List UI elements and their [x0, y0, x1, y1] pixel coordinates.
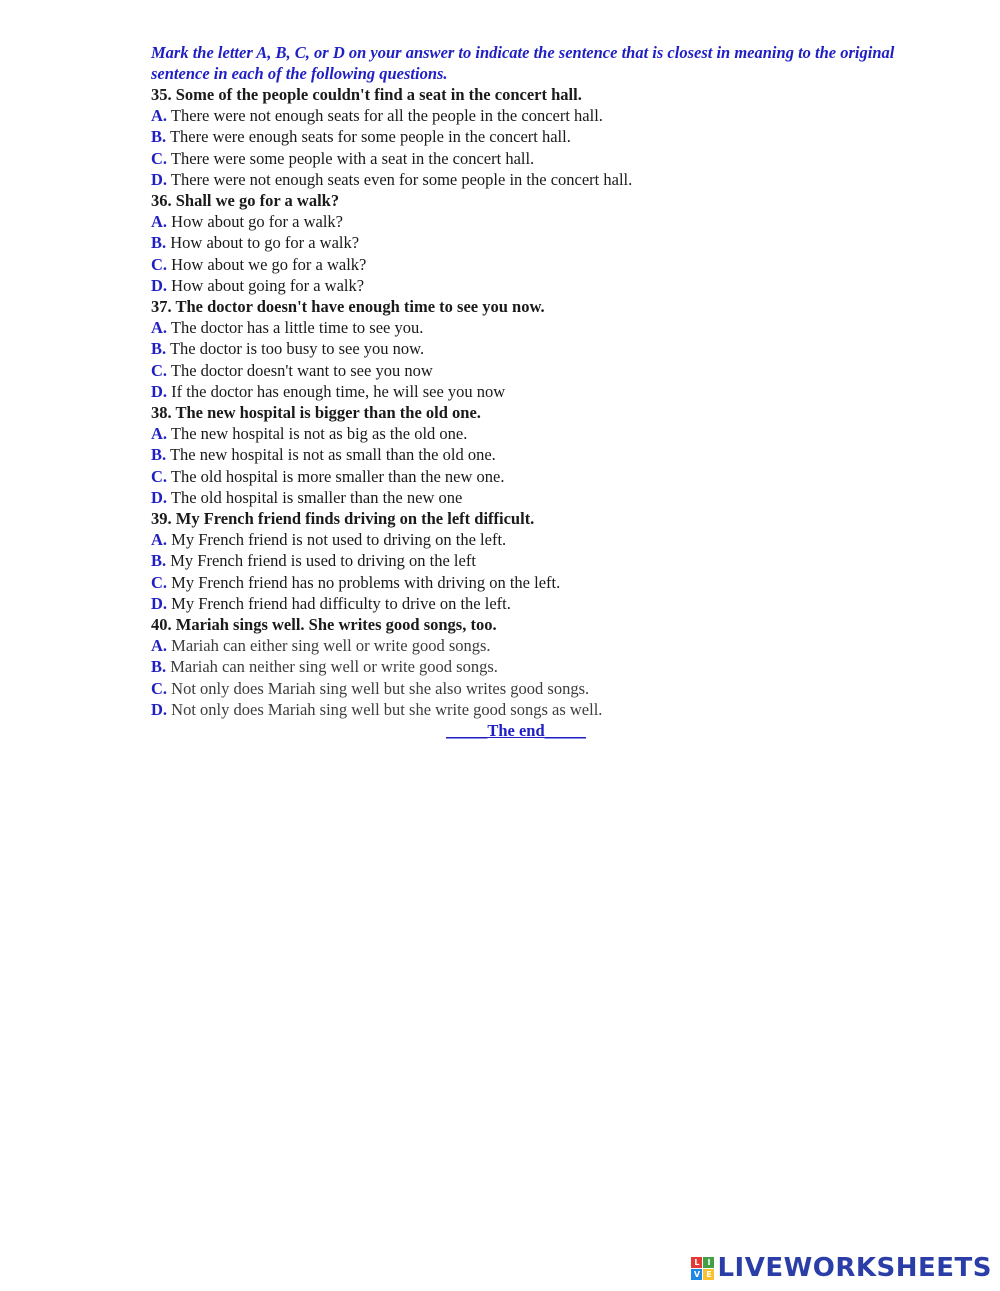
option-text: Mariah can neither sing well or write good songs. — [170, 657, 498, 677]
option-letter: C. — [151, 678, 168, 698]
option-text: How about we go for a walk? — [171, 254, 367, 274]
option-letter: A. — [151, 424, 168, 444]
option-letter: A. — [151, 530, 168, 550]
option-text: There were not enough seats even for some people in the concert hall. — [170, 169, 633, 189]
instructions: Mark the letter A, B, C, or D on your answer to indicate the sentence that is closest in meaning to the original sentence in each of the following questions. — [151, 43, 895, 83]
question-block — [151, 614, 921, 720]
answer-option[interactable] — [151, 656, 921, 677]
option-text: The old hospital is smaller than the new one — [170, 487, 463, 507]
answer-option[interactable] — [151, 423, 921, 444]
option-text: The new hospital is not as big as the old one. — [170, 424, 468, 444]
logo-mark-tile: I — [703, 1257, 714, 1268]
liveworksheets-logo-icon — [691, 1257, 714, 1280]
option-text: There were enough seats for some people in the concert hall. — [169, 127, 571, 147]
worksheet — [151, 42, 921, 742]
option-text: There were some people with a seat in the concert hall. — [170, 148, 535, 168]
option-text: If the doctor has enough time, he will see you now — [171, 381, 506, 401]
option-letter: A. — [151, 212, 168, 232]
question-block — [151, 508, 921, 614]
answer-option[interactable] — [151, 466, 921, 487]
question-block — [151, 190, 921, 296]
option-letter: D. — [151, 699, 168, 719]
answer-option[interactable] — [151, 381, 921, 402]
option-letter: C. — [151, 254, 168, 274]
option-text: How about going for a walk? — [171, 275, 365, 295]
answer-option[interactable] — [151, 529, 921, 550]
option-text: My French friend had difficulty to drive on the left. — [171, 593, 511, 613]
answer-option[interactable] — [151, 572, 921, 593]
option-letter: B. — [151, 233, 167, 253]
option-text: How about to go for a walk? — [170, 233, 360, 253]
question-title: 40. Mariah sings well. She writes good songs, too. — [151, 615, 497, 635]
option-letter: A. — [151, 636, 168, 656]
option-letter: C. — [151, 466, 168, 486]
option-letter: D. — [151, 593, 168, 613]
question-list — [151, 84, 921, 720]
option-text: There were not enough seats for all the people in the concert hall. — [170, 106, 603, 126]
question-block — [151, 402, 921, 508]
option-text: The old hospital is more smaller than the new one. — [170, 466, 505, 486]
option-letter: D. — [151, 381, 168, 401]
option-text: Not only does Mariah sing well but she write good songs as well. — [171, 699, 603, 719]
option-letter: D. — [151, 169, 168, 189]
answer-option[interactable] — [151, 593, 921, 614]
option-text: Mariah can either sing well or write good songs. — [171, 636, 491, 656]
option-letter: C. — [151, 148, 168, 168]
question-title: 35. Some of the people couldn't find a seat in the concert hall. — [151, 85, 582, 104]
option-text: My French friend is not used to driving on the left. — [171, 530, 507, 550]
option-text: Not only does Mariah sing well but she also writes good songs. — [171, 678, 590, 698]
answer-option[interactable] — [151, 232, 921, 253]
option-text: How about go for a walk? — [171, 212, 343, 232]
answer-option[interactable] — [151, 211, 921, 232]
logo-text: LIVEWORKSHEETS — [717, 1253, 992, 1283]
answer-option[interactable] — [151, 254, 921, 275]
option-letter: C. — [151, 360, 168, 380]
option-text: The doctor doesn't want to see you now — [170, 360, 433, 380]
answer-option[interactable] — [151, 275, 921, 296]
liveworksheets-logo — [691, 1253, 992, 1283]
option-text: My French friend has no problems with driving on the left. — [171, 572, 561, 592]
answer-option[interactable] — [151, 635, 921, 656]
option-letter: B. — [151, 127, 167, 147]
the-end-label: _____The end_____ — [446, 721, 586, 741]
answer-option[interactable] — [151, 126, 921, 147]
answer-option[interactable] — [151, 550, 921, 571]
answer-option[interactable] — [151, 699, 921, 720]
answer-option[interactable] — [151, 105, 921, 126]
answer-option[interactable] — [151, 360, 921, 381]
option-text: The doctor is too busy to see you now. — [169, 339, 425, 359]
option-text: The doctor has a little time to see you. — [170, 318, 424, 338]
option-text: My French friend is used to driving on the left — [170, 551, 476, 571]
answer-option[interactable] — [151, 444, 921, 465]
question-title: 36. Shall we go for a walk? — [151, 191, 340, 211]
question-title: 39. My French friend finds driving on the left difficult. — [151, 509, 535, 529]
option-letter: B. — [151, 657, 167, 677]
logo-mark-tile: L — [691, 1257, 702, 1268]
answer-option[interactable] — [151, 678, 921, 699]
option-text: The new hospital is not as small than the old one. — [169, 445, 496, 465]
question-title: 38. The new hospital is bigger than the old one. — [151, 403, 481, 423]
option-letter: A. — [151, 106, 168, 126]
answer-option[interactable] — [151, 148, 921, 169]
option-letter: C. — [151, 572, 168, 592]
answer-option[interactable] — [151, 169, 921, 190]
option-letter: B. — [151, 445, 167, 465]
question-block — [151, 84, 921, 190]
option-letter: B. — [151, 339, 167, 359]
question-title: 37. The doctor doesn't have enough time to see you now. — [151, 297, 545, 317]
answer-option[interactable] — [151, 487, 921, 508]
option-letter: D. — [151, 275, 168, 295]
answer-option[interactable] — [151, 338, 921, 359]
option-letter: B. — [151, 551, 167, 571]
option-letter: D. — [151, 487, 168, 507]
logo-mark-tile: E — [703, 1269, 714, 1280]
option-letter: A. — [151, 318, 168, 338]
question-block — [151, 296, 921, 402]
answer-option[interactable] — [151, 317, 921, 338]
logo-mark-tile: V — [691, 1269, 702, 1280]
